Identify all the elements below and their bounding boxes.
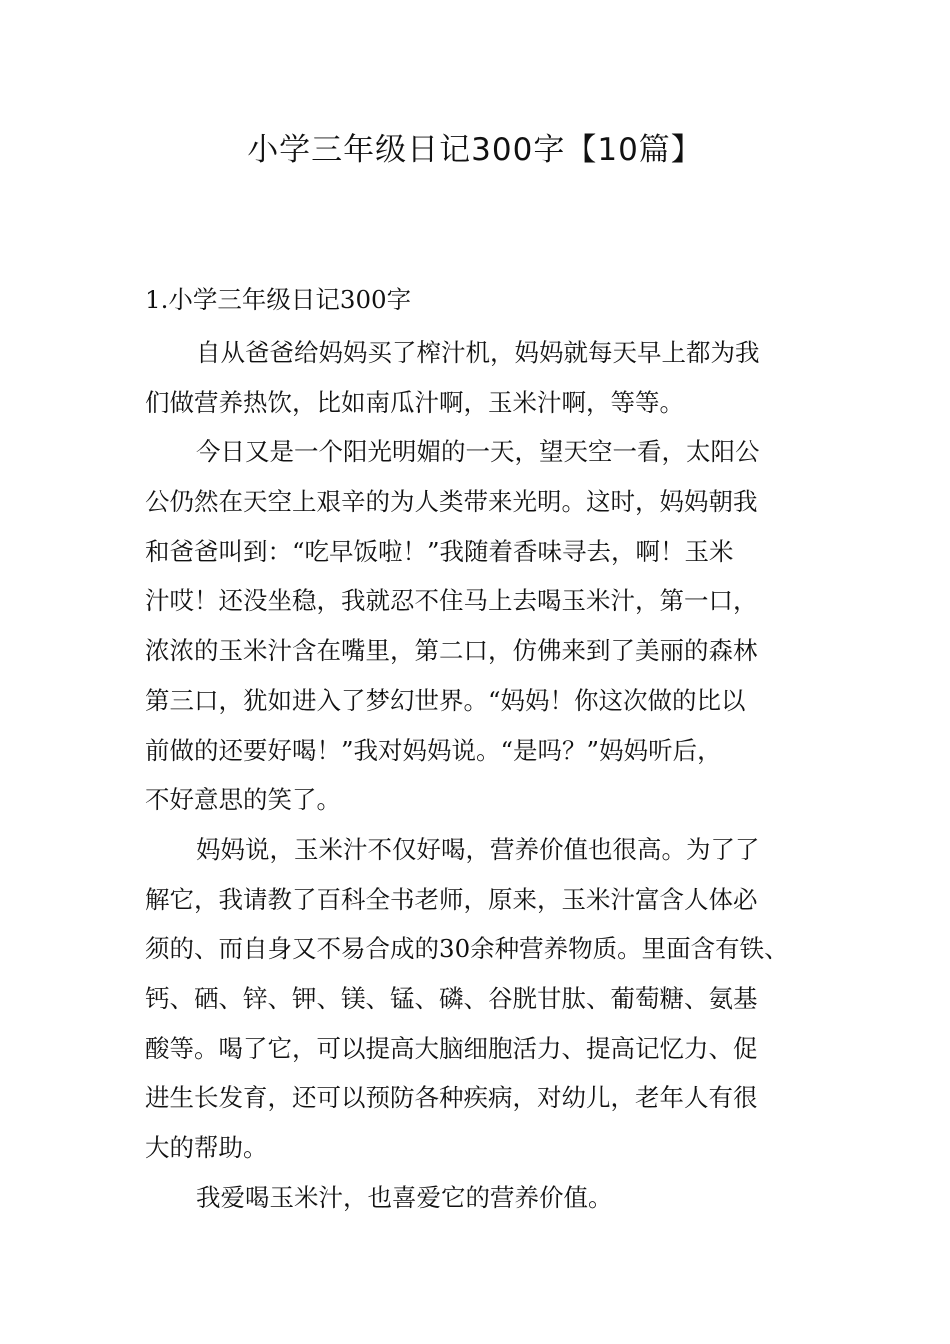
paragraph-3-line-2: 解它，我请教了百科全书老师，原来，玉米汁富含人体必 — [145, 884, 758, 914]
paragraph-3-line-5: 酸等。喝了它，可以提高大脑细胞活力、提高记忆力、促 — [145, 1033, 758, 1063]
paragraph-3-line-3: 须的、而自身又不易合成的30余种营养物质。里面含有铁、 — [145, 934, 789, 964]
paragraph-2-line-2: 公仍然在天空上艰辛的为人类带来光明。这时，妈妈朝我 — [145, 487, 758, 517]
paragraph-4-line-1: 我爱喝玉米汁，也喜爱它的营养价值。 — [196, 1182, 613, 1212]
paragraph-2-line-7: 前做的还要好喝！”我对妈妈说。“是吗？”妈妈听后， — [145, 735, 722, 765]
page-title: 小学三年级日记300字【10篇】 — [247, 132, 703, 168]
document-body — [145, 278, 825, 1225]
paragraph-1-line-1: 自从爸爸给妈妈买了榨汁机，妈妈就每天早上都为我 — [196, 338, 760, 367]
paragraph-2-line-8: 不好意思的笑了。 — [145, 785, 341, 815]
paragraph-3-line-4: 钙、硒、锌、钾、镁、锰、磷、谷胱甘肽、葡萄糖、氨基 — [145, 983, 758, 1013]
paragraph-1-line-2: 们做营养热饮，比如南瓜汁啊，玉米汁啊，等等。 — [145, 387, 684, 417]
paragraph-2-line-5: 浓浓的玉米汁含在嘴里，第二口，仿佛来到了美丽的森林 — [145, 636, 758, 666]
paragraph-3-line-6: 进生长发育，还可以预防各种疾病，对幼儿，老年人有很 — [145, 1083, 758, 1113]
paragraph-3-line-1: 妈妈说，玉米汁不仅好喝，营养价值也很高。为了了 — [196, 834, 760, 864]
paragraph-2-line-3: 和爸爸叫到：“吃早饭啦！”我随着香味寻去，啊！玉米 — [145, 536, 734, 566]
paragraph-3-line-7: 大的帮助。 — [145, 1133, 268, 1162]
paragraph-2-line-6: 第三口，犹如进入了梦幻世界。“妈妈！你这次做的比以 — [145, 685, 746, 715]
paragraph-2-line-4: 汁哎！还没坐稳，我就忍不住马上去喝玉米汁，第一口， — [145, 586, 758, 616]
section-heading: 1.小学三年级日记300字 — [145, 285, 412, 314]
paragraph-2-line-1: 今日又是一个阳光明媚的一天，望天空一看，太阳公 — [196, 437, 760, 467]
